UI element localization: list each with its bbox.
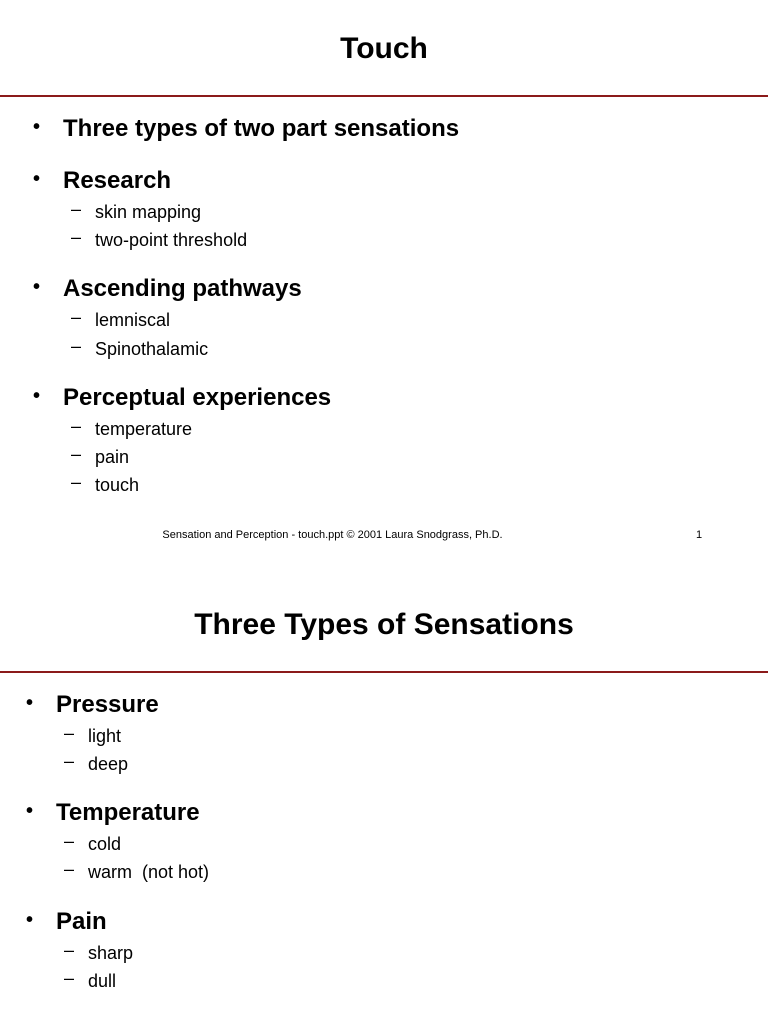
sub-item-label: pain	[95, 447, 130, 467]
dash-icon: –	[64, 751, 75, 771]
bullet-label: Pain	[56, 908, 107, 935]
bullet-icon: •	[33, 385, 41, 407]
bullet-icon: •	[26, 800, 34, 822]
sub-item-label: touch	[95, 475, 140, 495]
dash-icon: –	[64, 831, 75, 851]
bullet-label: Ascending pathways	[63, 275, 302, 302]
dash-icon: –	[64, 859, 75, 879]
sub-item-label: warm (not hot)	[88, 862, 210, 882]
dash-icon: –	[71, 472, 82, 492]
slide-title: Touch	[340, 32, 428, 65]
bullet-label: Research	[63, 167, 172, 194]
dash-icon: –	[71, 416, 82, 436]
bullet-icon: •	[26, 692, 34, 714]
sub-item-label: skin mapping	[95, 202, 202, 222]
slide-footer: Sensation and Perception - touch.ppt © 2001 Laura Snodgrass, Ph.D.	[162, 529, 503, 541]
bullet-label: Pressure	[56, 691, 159, 718]
dash-icon: –	[71, 307, 82, 327]
bullet-label: Three types of two part sensations	[63, 115, 460, 142]
sub-item-label: dull	[88, 971, 117, 991]
bullet-icon: •	[33, 276, 41, 298]
sub-item-label: two-point threshold	[95, 230, 248, 250]
title-divider	[0, 95, 768, 97]
sub-item-label: Spinothalamic	[95, 339, 209, 359]
bullet-label: Perceptual experiences	[63, 384, 332, 411]
dash-icon: –	[64, 968, 75, 988]
sub-item-label: cold	[88, 834, 122, 854]
sub-item-label: sharp	[88, 943, 134, 963]
dash-icon: –	[64, 940, 75, 960]
dash-icon: –	[64, 723, 75, 743]
bullet-icon: •	[33, 168, 41, 190]
sub-item-label: lemniscal	[95, 310, 171, 330]
dash-icon: –	[71, 199, 82, 219]
page-number: 1	[696, 529, 703, 541]
dash-icon: –	[71, 444, 82, 464]
bullet-icon: •	[26, 909, 34, 931]
slide-title: Three Types of Sensations	[194, 608, 574, 641]
bullet-icon: •	[33, 116, 41, 138]
sub-item-label: light	[88, 726, 122, 746]
dash-icon: –	[71, 227, 82, 247]
sub-item-label: temperature	[95, 419, 193, 439]
sub-item-label: deep	[88, 754, 129, 774]
dash-icon: –	[71, 336, 82, 356]
bullet-label: Temperature	[56, 799, 200, 826]
title-divider	[0, 671, 768, 673]
